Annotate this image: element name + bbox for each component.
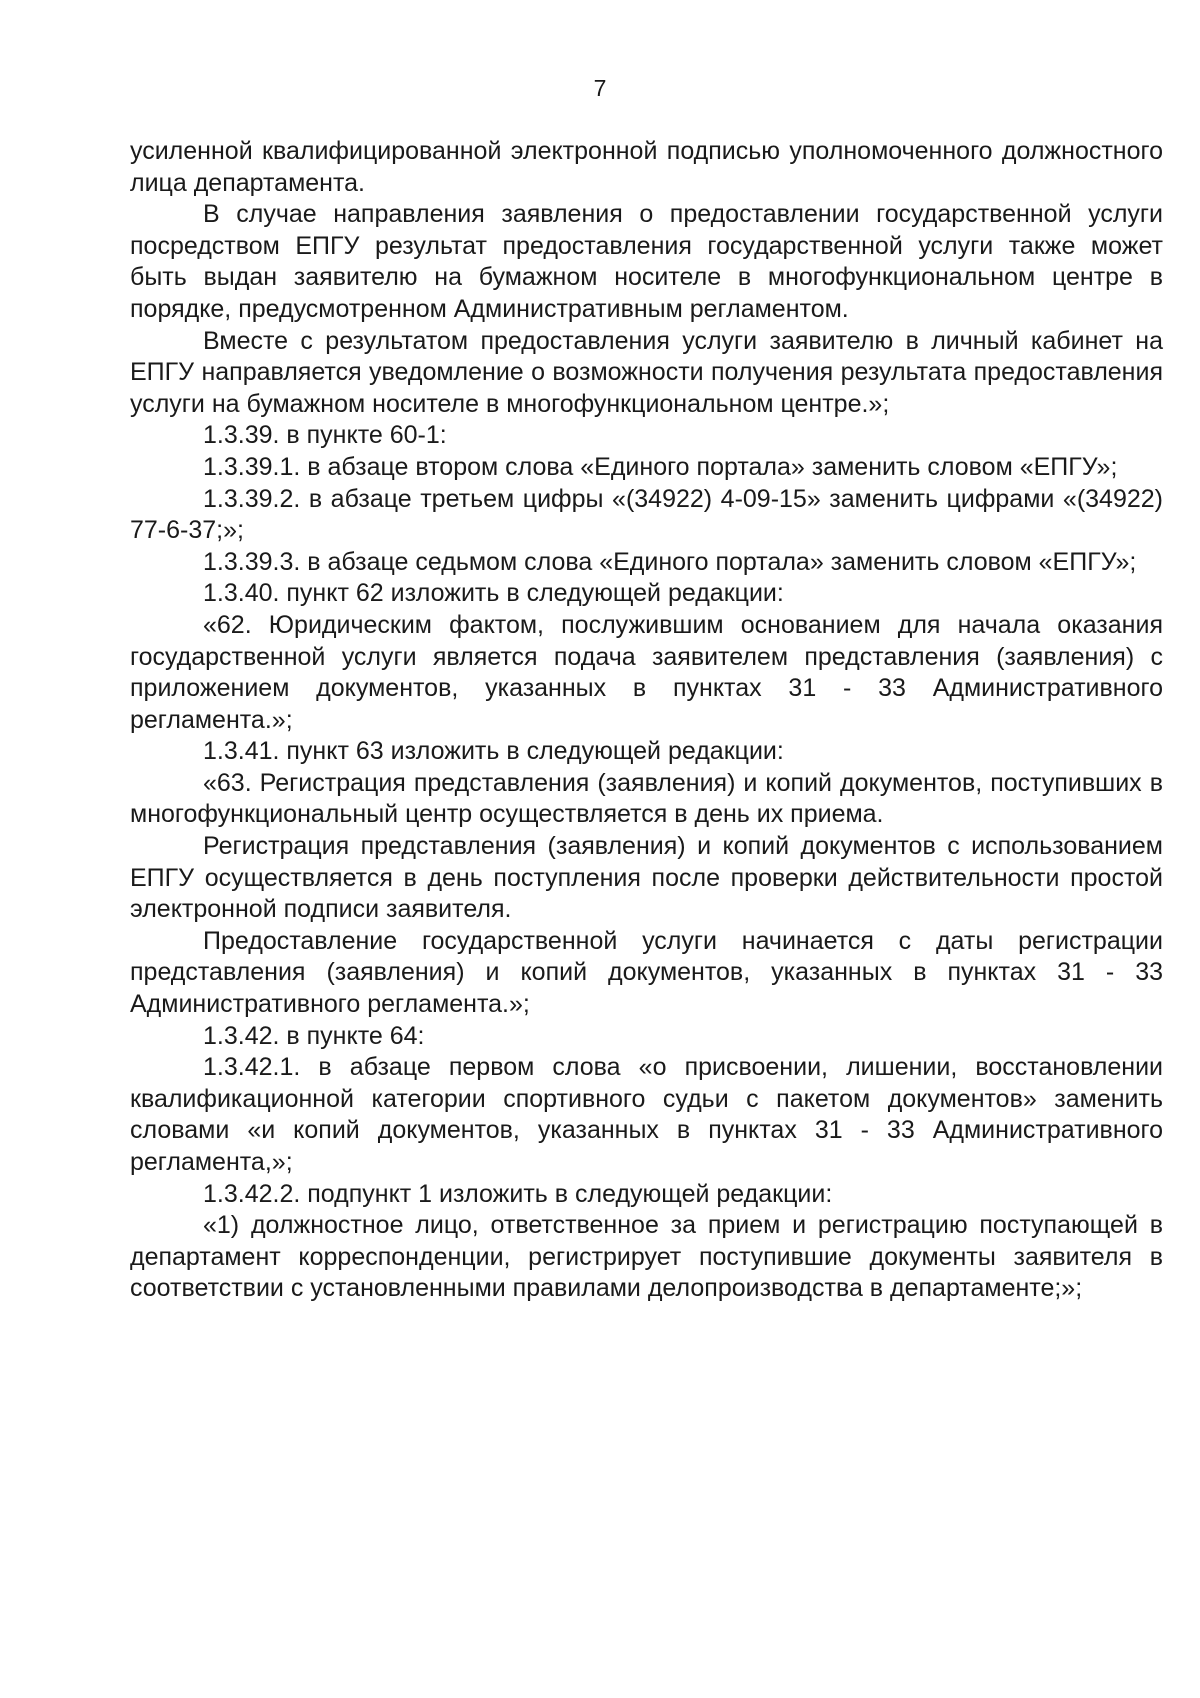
paragraph: 1.3.40. пункт 62 изложить в следующей редакции: xyxy=(203,579,784,608)
paragraph: В случае направления заявления о предоставлении государственной услуги посредством ЕПГУ результат предоставления государственной услуги также может быть выдан заявителю на бумажном носителе в многофункциональном центре в порядке, предусмотренном Административным регламентом. xyxy=(130,200,1163,323)
paragraph: 1.3.42.2. подпункт 1 изложить в следующей редакции: xyxy=(203,1179,833,1208)
paragraph: 1.3.42.1. в абзаце первом слова «о присвоении, лишении, восстановлении квалификационной категории спортивного судьи с пакетом документов» заменить словами «и копий документов, указанных в пунктах 31 - 33 Административного регламента,»; xyxy=(130,1053,1163,1176)
paragraph: Вместе с результатом предоставления услуги заявителю в личный кабинет на ЕПГУ направляется уведомление о возможности получения результата предоставления услуги на бумажном носителе в многофункциональном центре.»; xyxy=(130,326,1163,418)
paragraph: 1.3.39. в пункте 60-1: xyxy=(203,421,447,450)
paragraph: «62. Юридическим фактом, послужившим основанием для начала оказания государственной услуги является подача заявителем представления (заявления) с приложением документов, указанных в пунктах 31 - 33 Административного регламента.»; xyxy=(130,610,1163,734)
paragraph: Регистрация представления (заявления) и копий документов с использованием ЕПГУ осуществляется в день поступления после проверки действительности простой электронной подписи заявителя. xyxy=(130,832,1163,924)
paragraph: 1.3.39.3. в абзаце седьмом слова «Единого портала» заменить словом «ЕПГУ»; xyxy=(203,547,1137,576)
paragraph: 1.3.39.1. в абзаце втором слова «Единого портала» заменить словом «ЕПГУ»; xyxy=(203,452,1118,481)
paragraph: 1.3.42. в пункте 64: xyxy=(203,1021,425,1050)
paragraph: «1) должностное лицо, ответственное за прием и регистрацию поступающей в департамент корреспонденции, регистрирует поступившие документы заявителя в соответствии с установленными правилами делопроизводства в департаменте;»; xyxy=(130,1211,1163,1303)
paragraph: 1.3.41. пункт 63 изложить в следующей редакции: xyxy=(203,737,784,766)
page-number: 7 xyxy=(593,75,607,101)
paragraph: Предоставление государственной услуги начинается с даты регистрации представления (заявления) и копий документов, указанных в пунктах 31 - 33 Административного регламента.»; xyxy=(130,926,1163,1019)
document-body xyxy=(130,136,1163,1305)
paragraph: «63. Регистрация представления (заявления) и копий документов, поступивших в многофункциональный центр осуществляется в день их приема. xyxy=(130,768,1163,829)
paragraph: 1.3.39.2. в абзаце третьем цифры «(34922) 4-09-15» заменить цифрами «(34922) 77-6-37;»; xyxy=(130,484,1163,545)
paragraph-continuation: усиленной квалифицированной электронной подписью уполномоченного должностного лица департамента. xyxy=(130,137,1163,197)
